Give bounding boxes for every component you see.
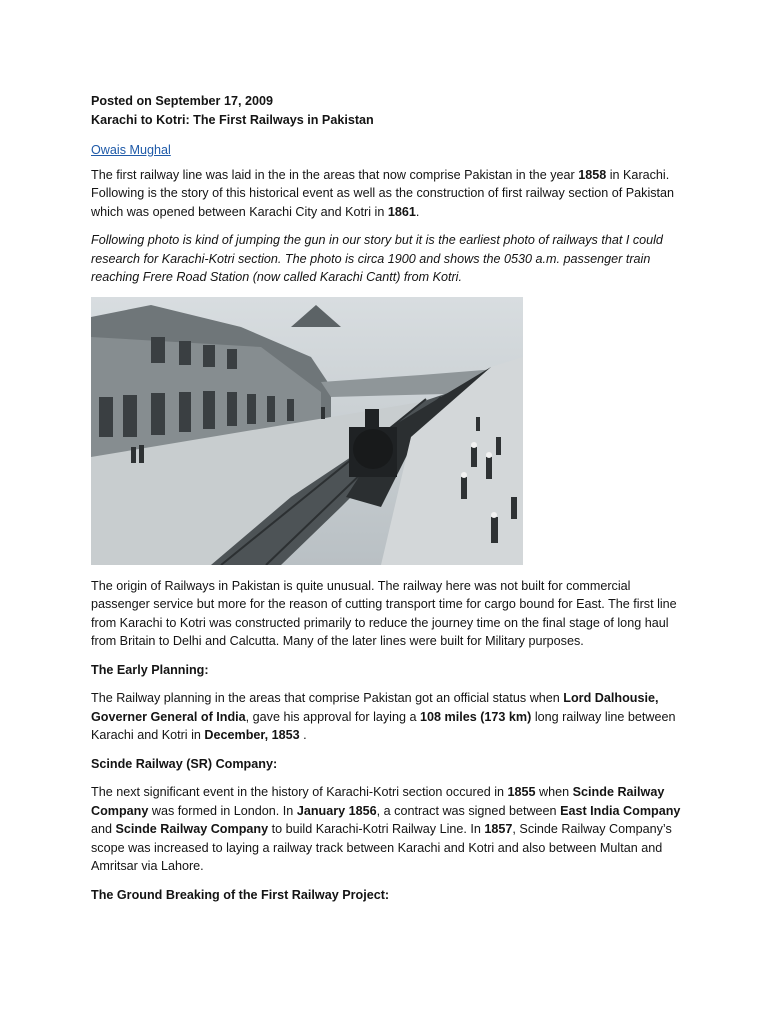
article-body xyxy=(91,92,691,904)
ground-breaking-heading: The Ground Breaking of the First Railway Project: xyxy=(91,887,390,902)
early-planning-heading: The Early Planning: xyxy=(91,662,209,677)
scinde-railway-heading: Scinde Railway (SR) Company: xyxy=(91,756,278,771)
origin-paragraph: The origin of Railways in Pakistan is quite unusual. The railway here was not built for commercial passenger service but more for the reason of cutting transport time for cargo bound for East. The first line from Karachi to Kotri was constructed primarily to reduce the journey time on the final stage of long haul from Britain to Delhi and Calcutta. Many of the later lines were built for Military purposes. xyxy=(91,578,677,648)
early-planning-paragraph: The Railway planning in the areas that comprise Pakistan got an official status when Lord Dalhousie, Governer General of India, gave his approval for laying a 108 miles (173 km) long railway line between Karachi and Kotri in December, 1853 . xyxy=(91,691,676,742)
article-title: Karachi to Kotri: The First Railways in Pakistan xyxy=(91,112,374,127)
intro-paragraph: The first railway line was laid in the in the areas that now comprise Pakistan in the year 1858 in Karachi. Following is the story of this historical event as well as the construction of first railway section of Pakistan which was opened between Karachi City and Kotri in 1861. xyxy=(91,167,675,219)
author-link[interactable]: Owais Mughal xyxy=(91,143,171,157)
railway-station-photo xyxy=(91,297,523,565)
scinde-railway-paragraph: The next significant event in the history of Karachi-Kotri section occured in 1855 when Scinde Railway Company was formed in London. In January 1856, a contract was signed between East India Company and Scinde Railway Company to build Karachi-Kotri Railway Line. In 1857, Scinde Railway Company’s scope was increased to laying a railway track between Karachi and Kotri and also between Multan and Amritsar via Lahore. xyxy=(91,785,681,873)
post-date: Posted on September 17, 2009 xyxy=(91,94,273,108)
photo-caption: Following photo is kind of jumping the gun in our story but it is the earliest photo of railways that I could research for Karachi-Kotri section. The photo is circa 1900 and shows the 0530 a.m. passenger train reaching Frere Road Station (now called Karachi Cantt) from Kotri. xyxy=(91,233,663,284)
